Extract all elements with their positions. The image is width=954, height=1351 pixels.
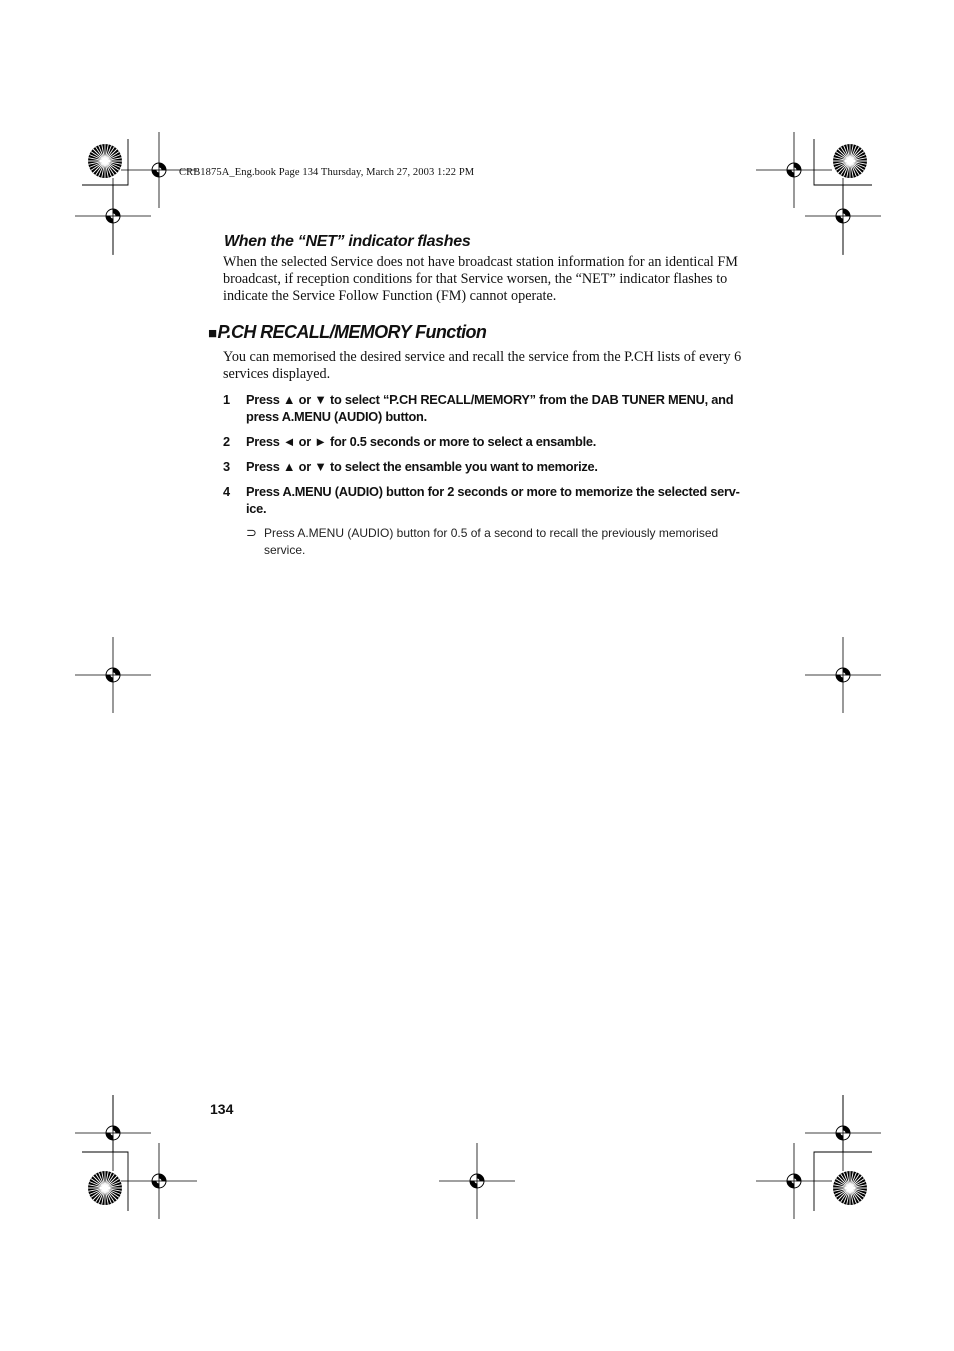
note-line: Press A.MENU (AUDIO) button for 0.5 of a second to recall the previously memorised: [264, 526, 719, 540]
step-text: [246, 458, 766, 475]
pch-recall-memory-heading: [208, 322, 486, 343]
step-line: ice.: [246, 501, 267, 516]
step-line: Press ◄ or ► for 0.5 seconds or more to select a ensamble.: [246, 434, 597, 449]
step-text: [246, 433, 766, 450]
step-line: Press ▲ or ▼ to select “P.CH RECALL/MEMORY” from the DAB TUNER MENU, and: [246, 392, 734, 407]
step-number: 2: [223, 434, 230, 449]
step-text: [246, 391, 766, 425]
note-line: service.: [264, 542, 306, 557]
step-number: 1: [223, 392, 230, 407]
net-indicator-paragraph: [223, 254, 763, 305]
print-header-info: CRB1875A_Eng.book Page 134 Thursday, March 27, 2003 1:22 PM: [179, 167, 475, 178]
page-number: 134: [210, 1101, 234, 1117]
paragraph-line: When the selected Service does not have broadcast station information for an identical FM: [223, 254, 738, 270]
pch-intro-paragraph: [223, 349, 763, 383]
step-line: Press ▲ or ▼ to select the ensamble you want to memorize.: [246, 459, 598, 474]
note-text: [264, 525, 764, 558]
paragraph-line: broadcast, if reception conditions for that Service worsen, the “NET” indicator flashes to: [223, 271, 728, 287]
section-square-icon: ■: [208, 325, 217, 342]
step-number: 4: [223, 484, 230, 499]
step-number: 3: [223, 459, 230, 474]
step-line: press A.MENU (AUDIO) button.: [246, 409, 427, 424]
paragraph-line: You can memorised the desired service and recall the service from the P.CH lists of every 6: [223, 349, 742, 365]
section-title: P.CH RECALL/MEMORY Function: [217, 322, 487, 342]
paragraph-line: services displayed.: [223, 366, 331, 382]
step-text: [246, 483, 766, 517]
note-arrow-icon: ⊃: [246, 525, 257, 540]
paragraph-line: indicate the Service Follow Function (FM) cannot operate.: [223, 288, 557, 304]
net-indicator-heading: When the “NET” indicator flashes: [224, 233, 471, 250]
step-line: Press A.MENU (AUDIO) button for 2 seconds or more to memorize the selected serv-: [246, 484, 740, 499]
